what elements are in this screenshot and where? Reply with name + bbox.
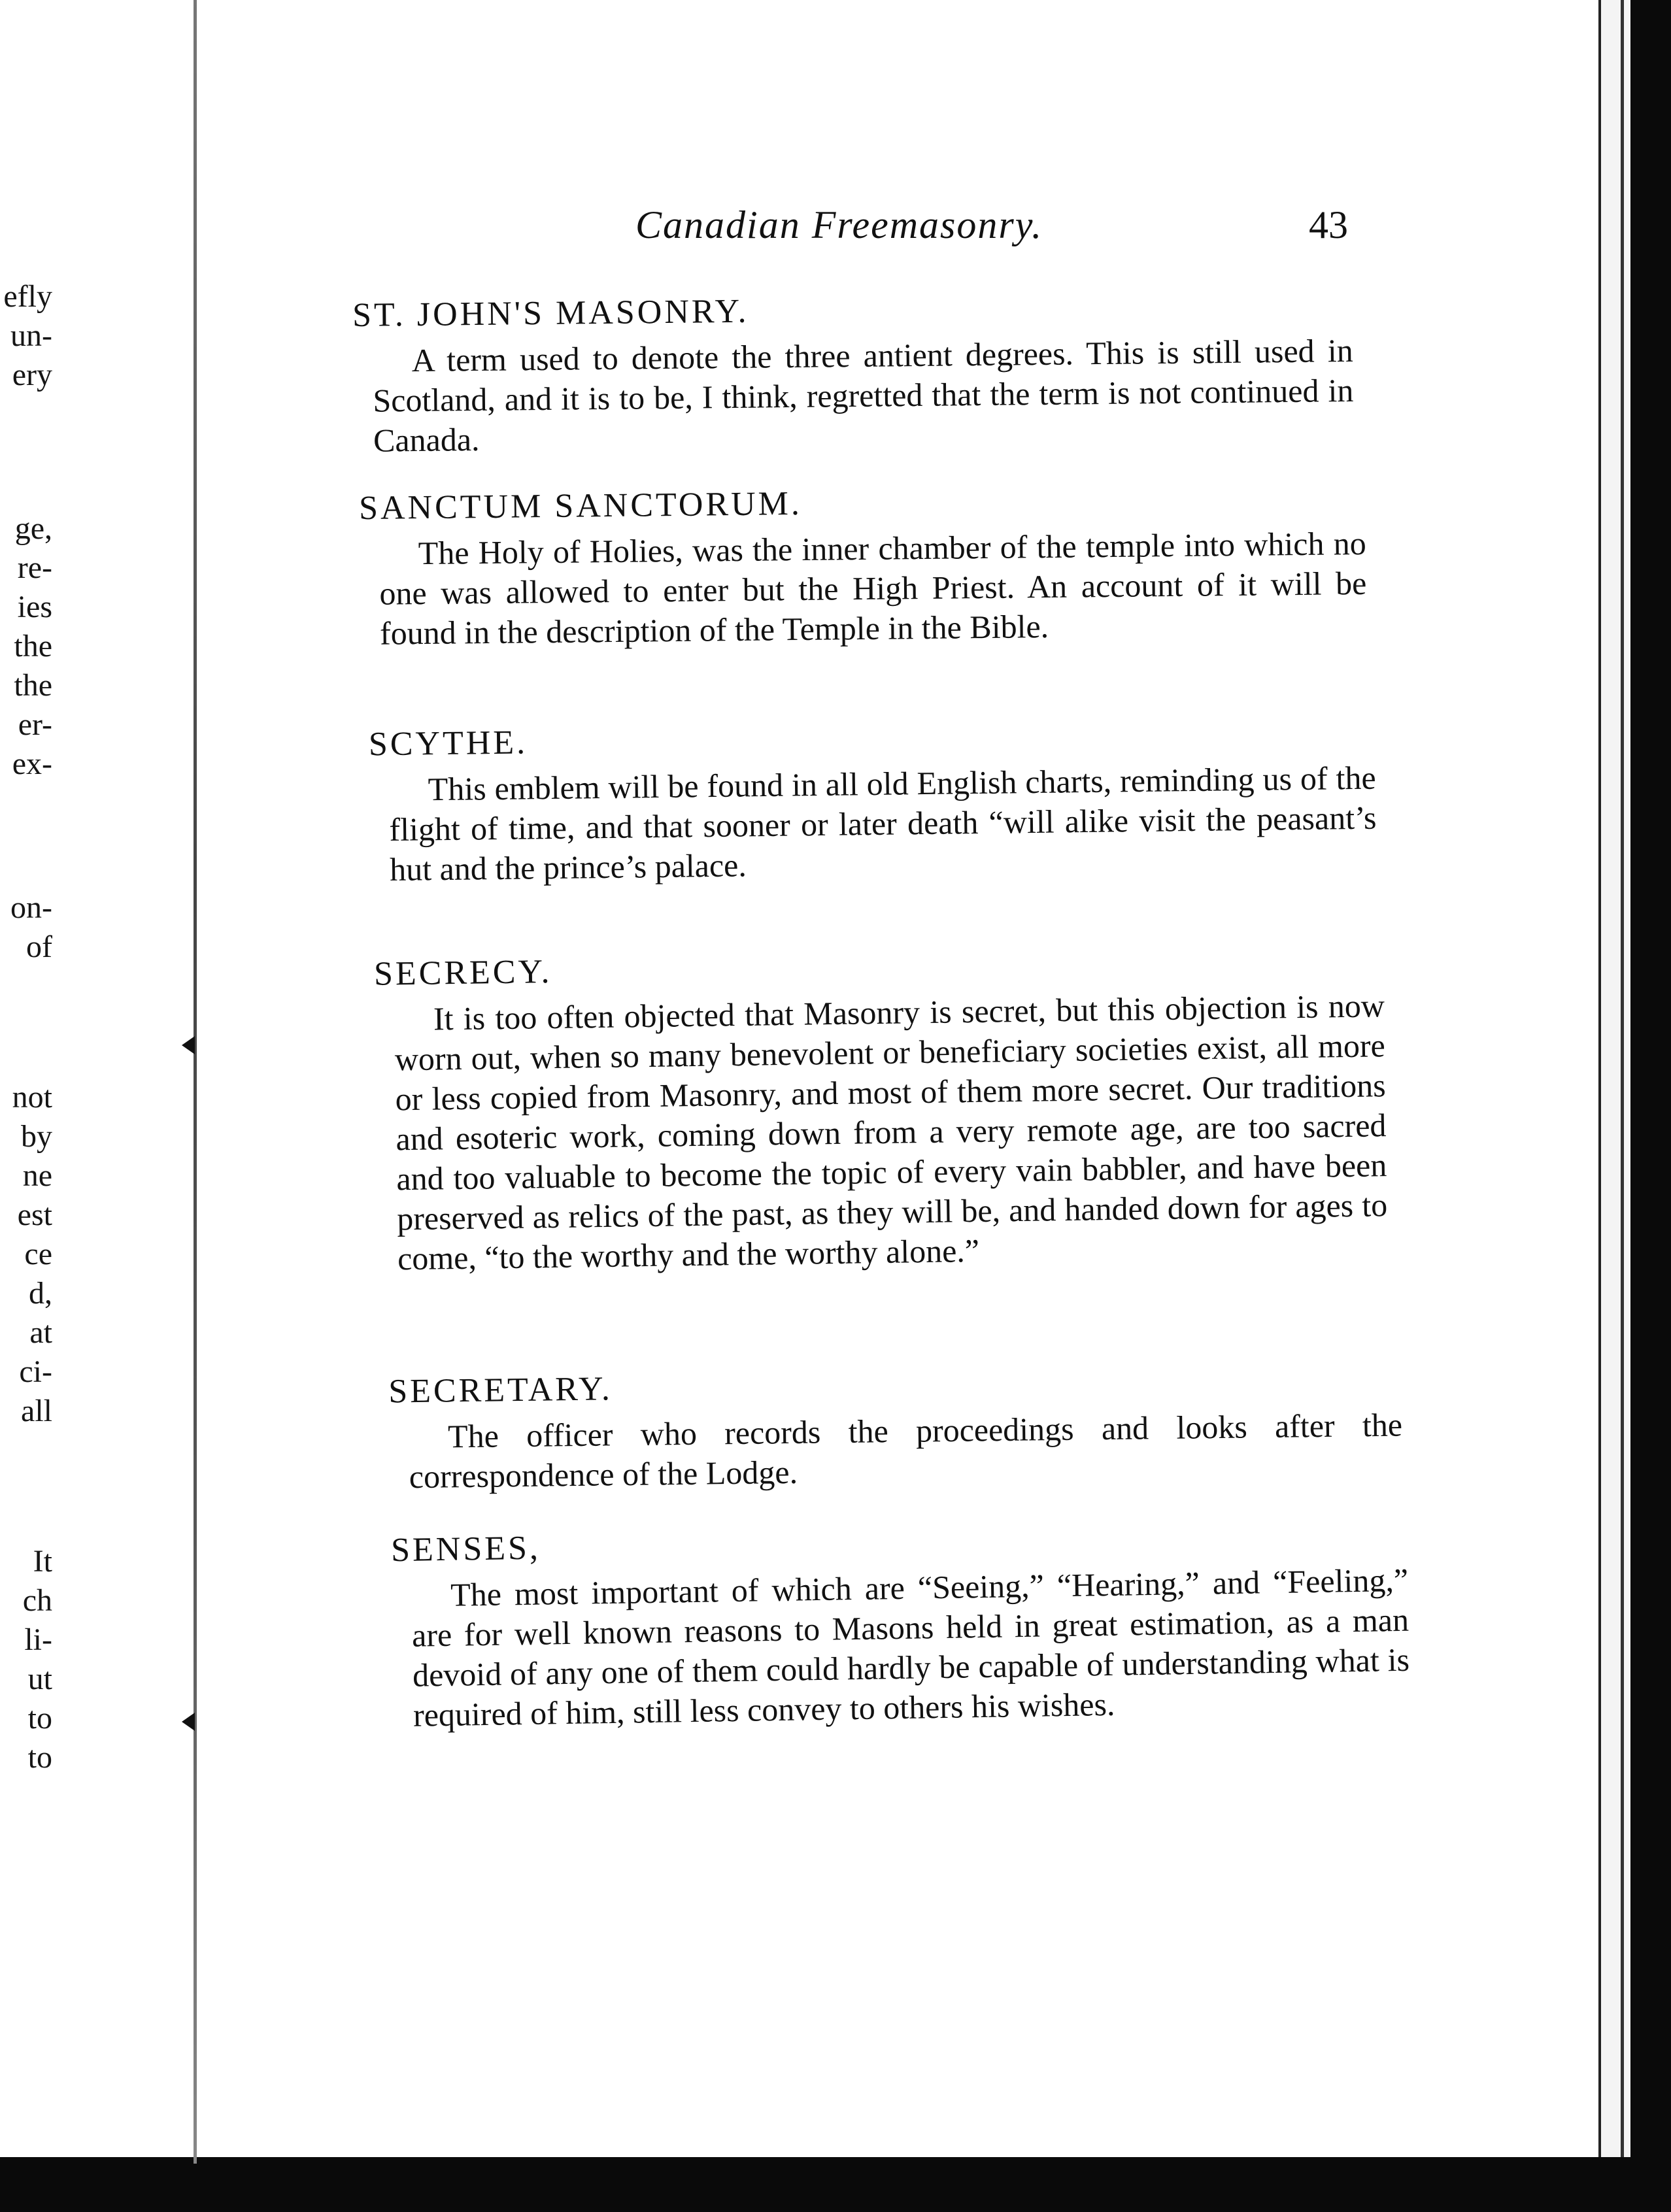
scan-bottom-border xyxy=(0,2157,1671,2212)
binding-mark xyxy=(182,1036,195,1054)
glossary-entry xyxy=(388,1360,1403,1498)
facing-page-fragment: of xyxy=(26,930,52,964)
glossary-entry xyxy=(391,1515,1411,1735)
page-header xyxy=(635,203,1355,248)
binding-mark xyxy=(182,1713,195,1731)
entry-heading: SCYTHE. xyxy=(368,724,528,763)
facing-page-fragment: not xyxy=(12,1080,52,1114)
facing-page-fragment: ex- xyxy=(12,746,52,781)
facing-page-fragment: d, xyxy=(29,1276,52,1311)
facing-page-fragment: ies xyxy=(17,590,52,624)
facing-page-fragment: er- xyxy=(18,707,52,742)
facing-page-fragment: at xyxy=(29,1315,52,1350)
facing-page-fragment: un- xyxy=(10,318,52,353)
entry-text: This emblem will be found in all old English charts, reminding us of the flight of time, and that sooner or later death “will alike visit the peasant’s hut and the prince’s palace. xyxy=(389,759,1377,888)
entry-text: The officer who records the proceedings and looks after the correspondence of the Lodge. xyxy=(409,1406,1403,1496)
entry-text: The most important of which are “Seeing,” “Hearing,” and “Feeling,” are for well known reasons to Masons held in great estimation, as a man devoid of any one of them could hardly be capable of understanding what is required of him, still less convey to others his wishes. xyxy=(411,1561,1410,1734)
entry-heading: SENSES, xyxy=(390,1529,541,1569)
page-right-edge xyxy=(1598,0,1630,2164)
facing-page-fragment: re- xyxy=(17,550,52,585)
facing-page-fragment: to xyxy=(27,1740,52,1775)
facing-page-fragment: ge, xyxy=(14,511,52,546)
facing-page-fragment: ery xyxy=(12,358,52,392)
gutter-fold-line xyxy=(194,0,197,2164)
running-title: Canadian Freemasonry. xyxy=(635,203,1043,246)
facing-page-fragment: efly xyxy=(3,279,52,314)
page-edge-line xyxy=(1621,0,1624,2164)
entry-heading: ST. JOHN'S MASONRY. xyxy=(352,292,749,335)
glossary-entry xyxy=(369,713,1377,890)
facing-page-fragment: all xyxy=(21,1394,52,1428)
facing-page-fragment: ce xyxy=(24,1237,52,1271)
facing-page-fragment: to xyxy=(27,1701,52,1735)
facing-page-fragment: the xyxy=(14,629,52,663)
facing-page-fragment: li- xyxy=(24,1622,52,1657)
entry-text: It is too often objected that Masonry is secret, but this objection is now worn out, when so many benevolent or beneficiary societies exist, all more or less copied from Masonry, and most of them more secret. Our traditions and esoteric work, coming down from a very remote age, are too sacred and too valuable to become the topic of every vain babbler, and have been preserved as relics of the past, as they will be, and handed down for ages to come, “to the worthy and the worthy alone.” xyxy=(394,987,1388,1277)
entry-heading: SECRETARY. xyxy=(388,1370,613,1411)
facing-page-fragment: ci- xyxy=(19,1354,52,1389)
glossary-entry xyxy=(352,286,1355,461)
page-number: 43 xyxy=(1309,203,1348,246)
book-gutter xyxy=(183,0,209,2164)
facing-page-fragment: It xyxy=(33,1544,52,1579)
facing-page-fragment: ut xyxy=(27,1662,52,1696)
glossary-entry xyxy=(359,478,1368,654)
entry-heading: SANCTUM SANCTORUM. xyxy=(358,484,803,528)
entry-text: The Holy of Holies, was the inner chamber of the temple into which no one was allowed to enter but the High Priest. An account of it will be found in the description of the Temple in the Bible. xyxy=(379,524,1367,652)
facing-page-fragment: on- xyxy=(10,890,52,925)
glossary-entry xyxy=(374,941,1389,1279)
facing-page-fragment: by xyxy=(21,1119,52,1154)
facing-page-fragment: ch xyxy=(22,1583,52,1618)
facing-page-fragment: the xyxy=(14,668,52,703)
entry-text: A term used to denote the three antient degrees. This is still used in Scotland, and it is to be, I think, regretted that the term is not continued in Canada. xyxy=(373,331,1354,459)
facing-page-fragment: est xyxy=(17,1198,52,1232)
entry-heading: SECRECY. xyxy=(373,953,552,993)
facing-page-fragment: ne xyxy=(22,1158,52,1193)
